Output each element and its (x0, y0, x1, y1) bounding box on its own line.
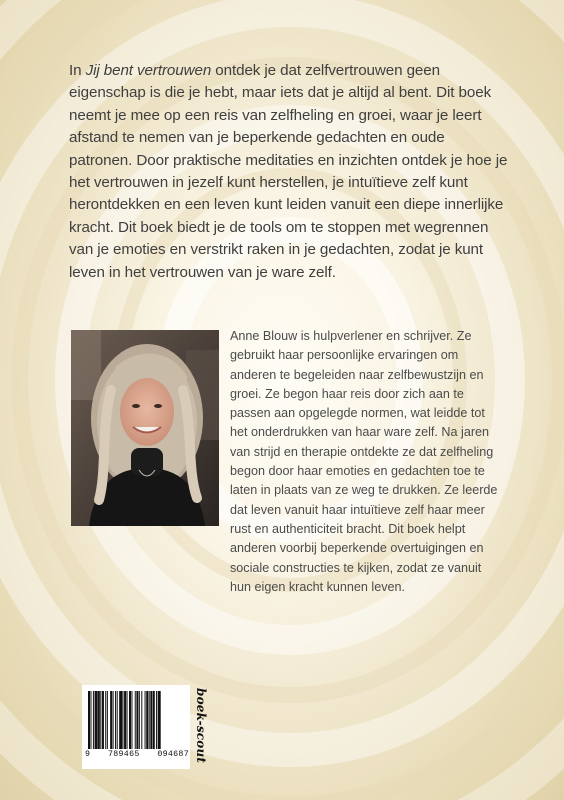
publisher-name: boek-scout (194, 688, 208, 764)
barcode-bar (95, 691, 98, 749)
barcode-bar (93, 691, 94, 749)
barcode-bar (136, 691, 138, 749)
barcode-bar (158, 691, 161, 749)
barcode-bar (105, 691, 106, 749)
publisher-logo (194, 688, 208, 768)
barcode-bar (115, 691, 116, 749)
barcode-bar (117, 691, 118, 749)
barcode-bar (131, 691, 132, 749)
isbn-barcode (82, 685, 190, 769)
author-photo (71, 330, 219, 526)
barcode-bar (102, 691, 104, 749)
back-cover-blurb (69, 60, 509, 284)
barcode-bar (119, 691, 122, 749)
barcode-bar (124, 691, 126, 749)
barcode-bar (107, 691, 108, 749)
barcode-bar (141, 691, 142, 749)
isbn-digits-left: 789465 (107, 750, 140, 759)
barcode-bar (145, 691, 146, 749)
barcode-bar (110, 691, 112, 749)
book-title: Jij bent vertrouwen (85, 62, 212, 79)
author-bio: Anne Blouw is hulpverlener en schrijver. Ze gebruikt haar persoonlijke ervaringen om anderen te begeleiden naar zelfbewustzijn en groei. Ze begon haar reis door zich aan te passen aan opgelegde normen, wat leidde tot het onderdrukken van haar ware zelf. Na jaren van strijd en therapie ontdekte ze dat zelfheling begon door haar emoties en gedachten toe te laten in plaats van ze weg te drukken. Ze leerde dat leven vanuit haar intuïtieve zelf haar meer rust en authenticiteit bracht. Dit boek helpt anderen voorbij beperkende overtuigingen en sociale constructies te kijken, zodat ze vanuit hun eigen kracht kunnen leven. (230, 329, 498, 594)
barcode-bar (139, 691, 140, 749)
blurb-intro-before: In (69, 62, 86, 79)
barcode-bar (135, 691, 136, 749)
barcode-bar (98, 691, 100, 749)
blurb-text: ontdek je dat zelfvertrouwen geen eigenschap is die je hebt, maar iets dat je altijd al bent. Dit boek neemt je mee op een reis van zelfheling en groei, waar je leert afstand te nemen van je beperkende gedachten en oude patronen. Door praktische meditaties en inzichten ontdek je hoe je het vertrouwen in jezelf kunt herstellen, je intuïtieve zelf kunt herontdekken en een leven kunt leiden vanuit een diepe innerlijke kracht. Dit boek biedt je de tools om te stoppen met wegrennen van je emoties en verstrikt raken in je gedachten, zodat je kunt leven in het vertrouwen van je ware zelf. (69, 62, 508, 281)
barcode-bar (127, 691, 128, 749)
barcode-bar (122, 691, 123, 749)
barcode-bar (113, 691, 114, 749)
barcode-bar (156, 691, 157, 749)
isbn-digits (85, 750, 189, 759)
isbn-digit-first: 9 (85, 750, 91, 759)
barcode-bar (100, 691, 101, 749)
barcode-bar (90, 691, 91, 749)
barcode-bar (129, 691, 131, 749)
barcode-bar (150, 691, 152, 749)
barcode-bars (88, 691, 186, 749)
barcode-bar (153, 691, 155, 749)
barcode-bar (88, 691, 90, 749)
barcode-bar (146, 691, 148, 749)
barcode-bar (149, 691, 150, 749)
isbn-digits-right: 094687 (157, 750, 189, 759)
